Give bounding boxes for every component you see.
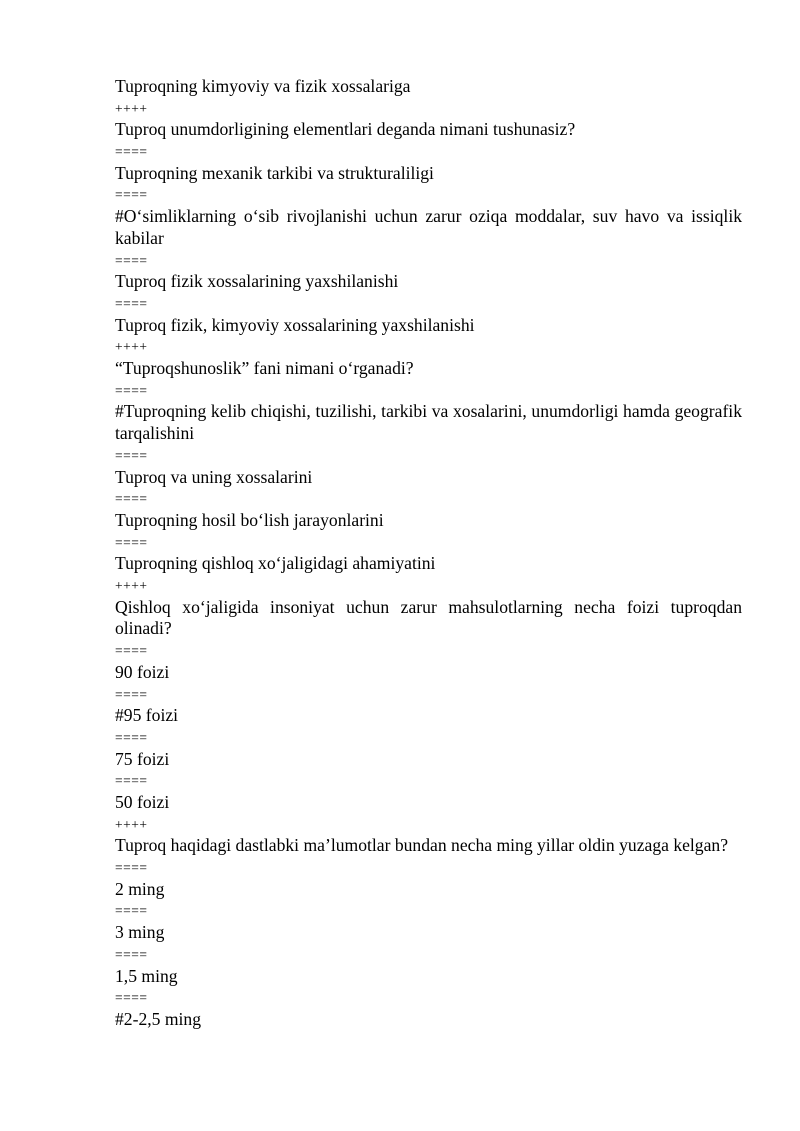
separator-line: ==== (115, 534, 148, 550)
text-line: 1,5 ming (115, 965, 178, 986)
text-line: Qishloq xo‘jaligida insoniyat uchun zarur mahsulotlarning necha foizi tuproqdan olinadi? (115, 596, 742, 639)
separator-line: ++++ (115, 816, 148, 832)
separator-line: ++++ (115, 100, 148, 116)
separator-line: ==== (115, 773, 148, 789)
separator-line: ==== (115, 295, 148, 311)
text-line: #95 foizi (115, 705, 179, 726)
separator-line: ==== (115, 382, 148, 398)
text-line: Tuproqning kimyoviy va fizik xossalariga (115, 76, 411, 96)
text-line: Tuproq haqidagi dastlabki ma’lumotlar bundan necha ming yillar oldin yuzaga kelgan? (115, 835, 729, 856)
text-line: 75 foizi (115, 748, 170, 769)
separator-line: ==== (115, 144, 148, 160)
separator-line: ==== (115, 860, 148, 876)
text-line: 2 ming (115, 878, 165, 899)
text-line: Tuproq va uning xossalarini (115, 466, 313, 487)
text-line: Tuproq fizik, kimyoviy xossalarining yaxshilanishi (115, 314, 475, 335)
separator-line: ==== (115, 903, 148, 919)
text-line: “Tuproqshunoslik” fani nimani o‘rganadi? (115, 358, 414, 379)
separator-line: ==== (115, 729, 148, 745)
separator-line: ==== (115, 447, 148, 463)
document-body (115, 76, 742, 1031)
separator-line: ==== (115, 686, 148, 702)
separator-line: ==== (115, 990, 148, 1006)
text-line: 90 foizi (115, 661, 170, 682)
text-line: Tuproq fizik xossalarining yaxshilanishi (115, 271, 399, 292)
separator-line: ==== (115, 491, 148, 507)
separator-line: ++++ (115, 339, 148, 355)
separator-line: ++++ (115, 578, 148, 594)
separator-line: ==== (115, 187, 148, 203)
text-line: #Tuproqning kelib chiqishi, tuzilishi, tarkibi va xosalarini, unumdorligi hamda geografik tarqalishini (115, 401, 742, 444)
text-line: 3 ming (115, 922, 165, 943)
text-line: #2-2,5 ming (115, 1008, 202, 1029)
text-line: 50 foizi (115, 791, 170, 812)
separator-line: ==== (115, 946, 148, 962)
text-line: Tuproqning qishloq xo‘jaligidagi ahamiyatini (115, 553, 436, 574)
separator-line: ==== (115, 643, 148, 659)
text-line: #O‘simliklarning o‘sib rivojlanishi uchun zarur oziqa moddalar, suv havo va issiqlik kabilar (115, 206, 742, 248)
text-line: Tuproqning mexanik tarkibi va strukturaliligi (115, 162, 434, 183)
separator-line: ==== (115, 252, 148, 268)
text-line: Tuproqning hosil bo‘lish jarayonlarini (115, 509, 384, 530)
text-line: Tuproq unumdorligining elementlari deganda nimani tushunasiz? (115, 119, 576, 140)
